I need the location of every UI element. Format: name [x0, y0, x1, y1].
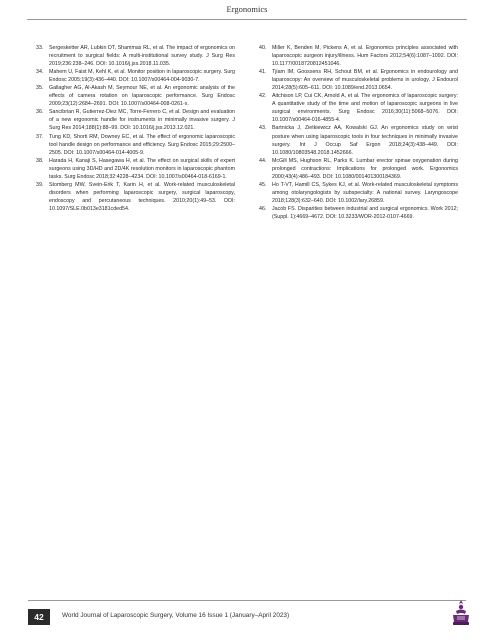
reference-item [36, 84, 235, 108]
reference-text: Jacob FS. Disparities between industrial and surgical ergonomics. Work 2012;(Suppl. 1):4669–4672. DOI: 10.3233/WOR-2012-0107-4669. [272, 205, 458, 220]
reference-number: 36. [36, 109, 44, 116]
reference-item [259, 181, 458, 205]
reference-item [259, 44, 458, 68]
reference-item [36, 44, 235, 68]
reference-number: 33. [36, 45, 44, 51]
reference-text: McGill MS, Hughson RL, Parks K. Lumbar erector spinae oxygenation during prolonged contractions: Implications for prolonged work. Ergonomics 2000;43(4):486–493. DOI: 10.1080/001401300184369. [272, 157, 458, 180]
page-number: 42 [28, 609, 50, 625]
reference-item [36, 181, 235, 213]
reference-number: 38. [36, 157, 44, 164]
reference-number: 41. [259, 69, 267, 76]
reference-item [36, 108, 235, 132]
reference-text: Gallagher AG, Al-Akash M, Seymour NE, et al. An ergonomic analysis of the effects of camera rotation on laparoscopic performance. Surg Endosc 2009;23(12):2684–2691. DOI: 10.1007/s00464-008-0261-x. [49, 85, 235, 108]
reference-number: 46. [259, 205, 267, 212]
reference-item [36, 133, 235, 157]
reference-number: 40. [259, 45, 267, 51]
reference-item [259, 68, 458, 92]
reference-text: Sancibrian R, Gutierrez-Diez MC, Torre-Ferrero C, et al. Design and evaluation of a new ergonomic handle for instruments in minimally invasive surgery. J Surg Res 2014;188(1):88–99. DOI: 10.1016/j.jss.2013.12.021. [49, 109, 235, 132]
header-divider [27, 19, 467, 20]
reference-number: 34. [36, 69, 44, 76]
reference-number: 37. [36, 133, 44, 140]
references-column-right [259, 44, 458, 221]
reference-number: 42. [259, 93, 267, 100]
reference-item [259, 124, 458, 156]
jaypee-logo-icon [448, 598, 474, 626]
reference-number: 44. [259, 157, 267, 164]
reference-text: Sergesketter AR, Lubkin DT, Shammas RL, et al. The impact of ergonomics on recruitment to surgical fields: A multi-institutional survey study. J Surg Res 2019;236:238–246. DOI: 10.1016/j.jss.2018.11.035. [49, 45, 235, 68]
reference-item [259, 157, 458, 181]
reference-number: 35. [36, 85, 44, 92]
reference-item [36, 68, 235, 84]
reference-text: Aitchison LP, Cui CK, Arnold A, et al. The ergonomics of laparoscopic surgery: A quantitative study of the time and motion of laparoscopic surgeons in live surgical environments. Surg Endosc 2016;30(11):5068–5076. DOI: 10.1007/s00464-016-4855-4. [272, 93, 458, 124]
reference-number: 45. [259, 181, 267, 188]
reference-text: Mahem U, Faist M, Kehl K, et al. Monitor position in laparoscopic surgery. Surg Endosc 2005;19(3):436–440. DOI: 10.1007/s00464-004-9030-7. [49, 69, 235, 84]
reference-text: Tjiam IM, Goossens RH, Schout BM, et al. Ergonomics in endourology and laparoscopy: An overview of musculoskeletal problems in urology. J Endourol 2014;28(5):605–611. DOI: 10.1089/end.2013.0654. [272, 69, 458, 92]
reference-number: 43. [259, 125, 267, 132]
reference-number: 39. [36, 181, 44, 188]
footer-divider [28, 600, 466, 601]
reference-text: Stomberg MW, Svein-Erik T, Karin H, et al. Work-related musculoskeletal disorders when performing laparoscopic surgery, surgical laparoscopy, endoscopy and percutaneous techniques. 2010;20(1):49–53. DOI: 10.1097/SLE.0b013e3181cded54. [49, 181, 235, 212]
reference-text: Bartnicka J, Zietkiewicz AA, Kowalski GJ. An ergonomics study on wrist posture when using laparoscopic tools in four techniques in minimally invasive surgery. Int J Occup Saf Ergon 2018;24(3):438–449. DOI: 10.1080/10803548.2018.1452666. [272, 125, 458, 156]
running-header: Ergonomics [226, 4, 268, 14]
reference-text: Harada H, Kanaji S, Hasegawa H, et al. The effect on surgical skills of expert surgeons using 3D/HD and 2D/4K resolution monitors in laparoscopic phantom tasks. Surg Endosc 2018;32:4228–4234. DOI: 10.1007/s00464-018-6169-1. [49, 157, 235, 180]
reference-text: Ho T-VT, Hamill CS, Sykes KJ, et al. Work-related musculoskeletal symptoms among otolaryngologists by subspecialty: A national survey. Laryngoscope 2018;128(3):632–640. DOI: 10.1002/lary.26859. [272, 181, 458, 204]
reference-text: Tung KD, Shorti RM, Downey EC, et al. The effect of ergonomic laparoscopic tool handle design on performance and efficiency. Surg Endosc 2015;29:2500–2505. DOI: 10.1007/s00464-014-4005-9. [49, 133, 235, 156]
reference-item [36, 157, 235, 181]
reference-item [259, 92, 458, 124]
reference-text: Miller K, Benden M, Pickens A, et al. Ergonomics principles associated with laparoscopic surgeon injury/illness. Hum Factors 2012;54(6):1087–1092. DOI: 10.1177/0018720812451046. [272, 45, 458, 68]
journal-citation: World Journal of Laparoscopic Surgery, Volume 16 Issue 1 (January–April 2023) [62, 612, 290, 619]
reference-item [259, 205, 458, 221]
references-column-left [36, 44, 235, 213]
